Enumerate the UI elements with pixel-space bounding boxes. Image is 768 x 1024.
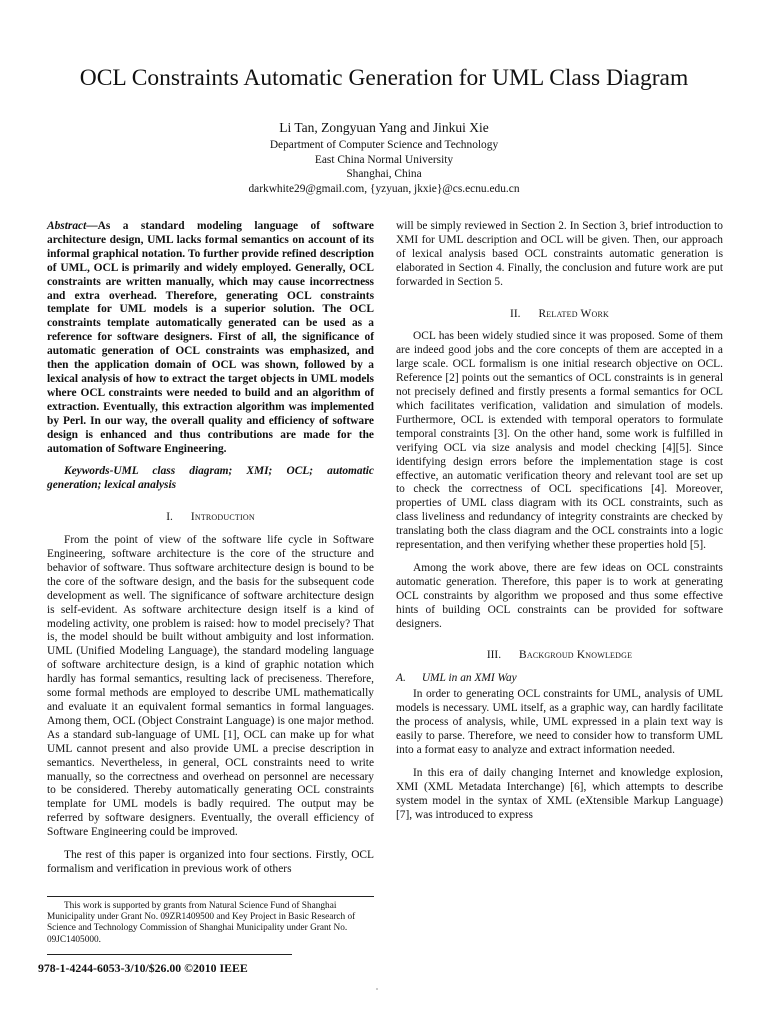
related-paragraph-1: OCL has been widely studied since it was proposed. Some of them are indeed good jobs and the core concepts of them are accepted in a large scale. OCL formalism is one initial research objective on OCL. Reference [2] points out the semantics of OCL constraints is in general not precisely defined and firstly presents a formal semantics for OCL which facilitates verification, validation and simulation of models. Furthermore, OCL is extended with temporal operators to formulate temporal constraints [3]. On the other hand, some work is fulfilled in verifying OCL via size analysis and model checking [4][5]. Since identifying design errors before the implementation stage is cost effective, an automatic verification theory and relevant tool are set up to check the correctness of OCL specifications [4]. Moreover, properties of UML class diagram with its OCL constraints, such as class liveliness and redundancy of integrity constraints are checked by translating both the class diagram and the OCL constraints into a logic representation, and then verifying whether these properties hold [5]. [396, 330, 723, 552]
footnote-rule [47, 896, 374, 897]
intro-paragraph-1: From the point of view of the software life cycle in Software Engineering, software architecture is the core of the structure and behavior of software. Thus software architecture design is bound to be the core of the software design, and the basis for the subsequent code development as well. The significance of software architecture design is self-evident. As software architecture design itself is a kind of modeling activity, one problem is raised: how to model precisely? That is, the model should be built without ambiguity and lost information. UML (Unified Modeling Language), the standard modeling language of software architecture design, is a kind of graphic notation which hardly has formal semantics, resulting lack of preciseness. Therefore, some formal methods are employed to describe UML mathematically and evaluate it an equivalent formal semantics in formal languages. Among them, OCL (Object Constraint Language) is one major method. As a standard sub-language of UML [1], OCL can make up for what UML cannot present and also provide UML a precise description in semantics. Nevertheless, in general, OCL constraints need to write manually, so the correctness and overhead on personnel are necessary to be considered. Thereby automatically generating OCL constraints template for UML models is badly required. The output may be referred by software designers. Eventually, the overall efficiency of Software Engineering could be improved. [47, 534, 374, 839]
paper-title: OCL Constraints Automatic Generation for UML Class Diagram [79, 65, 689, 91]
right-column [396, 220, 723, 831]
abstract-text: As a standard modeling language of software architecture design, UML lacks formal semantics on account of its informal graphical notation. To further provide refined description of UML, OCL is primarily and widely employed. Generally, OCL constraints are written manually, which may cause incorrectness and extra overhead. Therefore, generating OCL constraints template for UML models is a superior solution. The OCL constraints template automatically generated can be used as a reference for software designers. First of all, the significance of automatic generation of OCL constraints was emphasized, and then the application domain of OCL was shown, followed by a lexical analysis of how to extract the target objects in UML models where OCL constraints were needed to build and an algorithm of extraction. Eventually, this extraction algorithm was implemented by Perl. In our way, the overall quality and efficiency of software design is enhanced and thus contributions are made for the automation of Software Engineering. [47, 220, 374, 455]
section-title: Related Work [538, 307, 609, 320]
abstract [47, 220, 374, 456]
section-number: I. [166, 511, 173, 524]
isbn-rule [47, 954, 292, 955]
intro-paragraph-2-start: The rest of this paper is organized into four sections. Firstly, OCL formalism and verification in previous work of others [47, 849, 374, 875]
subsection-title: UML in an XMI Way [421, 672, 517, 685]
footnote-text: This work is supported by grants from Natural Science Fund of Shanghai Municipality under Grant No. 09ZR1409500 and Key Project in Basic Research of Science and Technology Commission of Shanghai Municipality under Grant No. 09JC1405000. [47, 901, 356, 945]
keywords [47, 465, 374, 493]
footnote [47, 901, 374, 946]
abstract-label: Abstract [47, 220, 87, 232]
related-paragraph-2: Among the work above, there are few ideas on OCL constraints automatic generation. Therefore, this paper is to work at generating OCL constraints by algorithm we proposed and thus some effective hints of building OCL constraints can be provided for software designers. [396, 561, 723, 630]
affiliation-department: Department of Computer Science and Technology [269, 139, 499, 151]
left-column [47, 220, 374, 886]
isbn-copyright: 978-1-4244-6053-3/10/$26.00 ©2010 IEEE [38, 961, 248, 975]
section-title: Backgroud Knowledge [519, 649, 633, 662]
subsection-number: A. [396, 672, 406, 685]
section-number: III. [486, 649, 502, 662]
keywords-label: Keywords- [64, 465, 114, 478]
section-heading-introduction [47, 511, 374, 525]
section-number: II. [510, 307, 521, 320]
background-paragraph-1: In order to generating OCL constraints for UML, analysis of UML models is necessary. UML itself, as a graphic way, can hardly facilitate the process of analysis, while, UML expressed in a plain text way is easily to parse. Therefore, we need to consider how to transform UML into a format easy to analyze and extract information needed. [396, 688, 723, 756]
author-names: Li Tan, Zongyuan Yang and Jinkui Xie [279, 120, 489, 135]
background-paragraph-2: In this era of daily changing Internet and knowledge explosion, XMI (XML Metadata Interchange) [6], which attempts to describe system model in the syntax of XML (eXtensible Markup Language) [7], was introduced to express [396, 766, 723, 821]
abstract-dash: — [86, 220, 98, 232]
affiliation-university: East China Normal University [314, 153, 454, 166]
intro-paragraph-2-continued: will be simply reviewed in Section 2. In Section 3, brief introduction to XMI for UML description and OCL will be given. Then, our approach of lexical analysis based OCL constraints automatic generation is elaborated in Section 4. Finally, the conclusion and future work are put forwarded in Section 5. [396, 220, 723, 288]
subsection-heading-uml-xmi [396, 672, 723, 686]
section-title: Introduction [190, 511, 255, 524]
author-emails: darkwhite29@gmail.com, {yzyuan, jkxie}@cs.ecnu.edu.cn [248, 182, 520, 195]
keywords-text: UML class diagram; XMI; OCL; automatic generation; lexical analysis [47, 465, 374, 492]
affiliation-city: Shanghai, China [346, 168, 422, 181]
scan-speck [376, 988, 378, 990]
section-heading-related-work [396, 308, 723, 322]
author-block [0, 119, 768, 196]
section-heading-background [396, 649, 723, 663]
